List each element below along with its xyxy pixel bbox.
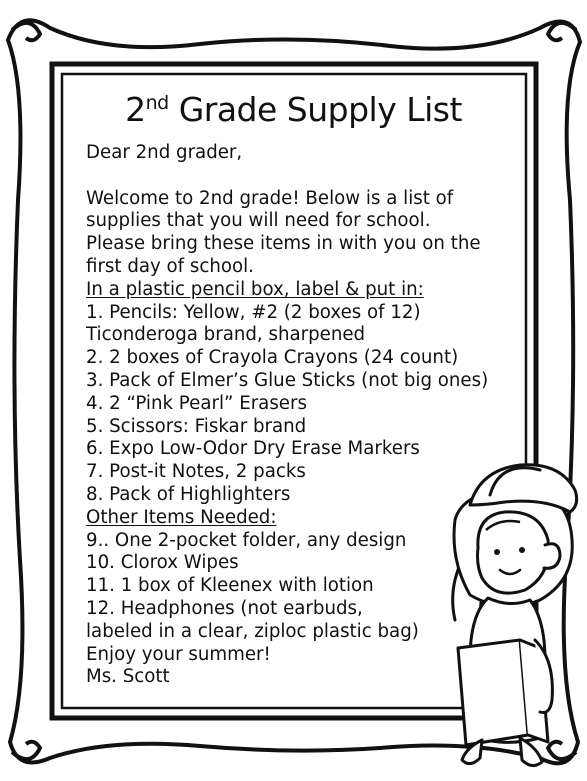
list-item: 8. Pack of Highlighters bbox=[86, 483, 291, 505]
list-item: 10. Clorox Wipes bbox=[86, 552, 239, 574]
list-item: labeled in a clear, ziploc plastic bag) bbox=[86, 620, 419, 642]
list-item: 5. Scissors: Fiskar brand bbox=[86, 415, 307, 437]
signature: Ms. Scott bbox=[86, 666, 170, 688]
list-item: 6. Expo Low-Odor Dry Erase Markers bbox=[86, 438, 420, 460]
closing: Enjoy your summer! bbox=[86, 643, 271, 665]
list-item: 2. 2 boxes of Crayola Crayons (24 count) bbox=[86, 347, 459, 369]
intro-line: Please bring these items in with you on the bbox=[86, 233, 481, 255]
list-item: 9.. One 2-pocket folder, any design bbox=[86, 529, 407, 551]
greeting: Dear 2nd grader, bbox=[86, 142, 243, 163]
section2-heading: Other Items Needed: bbox=[86, 506, 277, 528]
list-item: 4. 2 “Pink Pearl” Erasers bbox=[86, 392, 307, 414]
title-ordinal: 2 bbox=[125, 90, 146, 129]
intro-line: first day of school. bbox=[86, 255, 254, 277]
list-item: 7. Post-it Notes, 2 packs bbox=[86, 461, 306, 483]
section1-heading: In a plastic pencil box, label & put in: bbox=[86, 278, 424, 300]
title-suffix: nd bbox=[145, 92, 169, 114]
title-rest: Grade Supply List bbox=[178, 90, 462, 129]
intro-line: Welcome to 2nd grade! Below is a list of bbox=[86, 187, 454, 209]
list-item: Ticonderoga brand, sharpened bbox=[86, 324, 366, 346]
intro-line: supplies that you will need for school. bbox=[86, 210, 431, 232]
list-item: 11. 1 box of Kleenex with lotion bbox=[86, 575, 374, 597]
list-item: 3. Pack of Elmer’s Glue Sticks (not big ones) bbox=[86, 369, 489, 391]
list-item: 12. Headphones (not earbuds, bbox=[86, 597, 363, 619]
list-item: 1. Pencils: Yellow, #2 (2 boxes of 12) bbox=[86, 301, 421, 323]
